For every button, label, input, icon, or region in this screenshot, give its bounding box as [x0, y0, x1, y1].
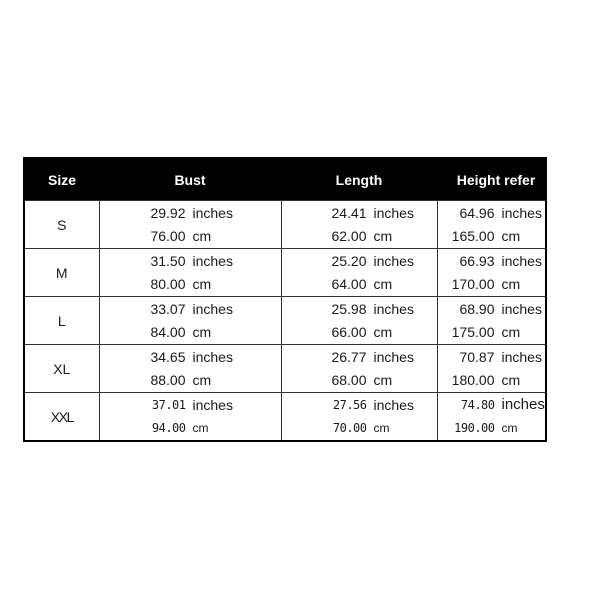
- size-label: L: [24, 297, 99, 345]
- size-label: S: [24, 201, 99, 249]
- table-row: [24, 345, 546, 393]
- cm-unit: cm: [373, 324, 393, 341]
- bust-cm-value: 76.00: [150, 228, 186, 245]
- bust-inches-value: 31.50: [150, 252, 186, 269]
- inches-unit: inches: [192, 396, 233, 413]
- length-cell: [281, 393, 437, 442]
- height-inches-value: 68.90: [459, 300, 495, 317]
- length-inches-value: 27.56: [332, 397, 367, 412]
- cm-unit: cm: [192, 421, 209, 436]
- cm-unit: cm: [501, 421, 518, 436]
- height-cell: [437, 345, 546, 393]
- bust-cm-value: 84.00: [150, 324, 186, 341]
- bust-cell: [99, 345, 281, 393]
- height-cell: [437, 249, 546, 297]
- length-cell: [281, 249, 437, 297]
- length-inches-value: 25.98: [331, 300, 367, 317]
- inches-unit: inches: [192, 252, 233, 269]
- header-length: Length: [281, 158, 437, 201]
- table-row: [24, 297, 546, 345]
- table-row: [24, 249, 546, 297]
- length-cm-value: 62.00: [331, 228, 367, 245]
- bust-inches-value: 34.65: [150, 348, 186, 365]
- bust-inches-value: 29.92: [150, 204, 186, 221]
- length-cm-value: 68.00: [331, 372, 367, 389]
- height-inches-value: 70.87: [459, 348, 495, 365]
- cm-unit: cm: [192, 372, 212, 389]
- bust-cell: [99, 393, 281, 442]
- cm-unit: cm: [373, 421, 390, 436]
- bust-cell: [99, 249, 281, 297]
- table-row: [24, 393, 546, 442]
- length-inches-value: 25.20: [331, 252, 367, 269]
- cm-unit: cm: [501, 228, 521, 245]
- bust-cm-value: 88.00: [150, 372, 186, 389]
- inches-unit: inches: [501, 300, 542, 317]
- inches-unit: inches: [373, 300, 414, 317]
- length-cm-value: 66.00: [331, 324, 367, 341]
- inches-unit: inches: [192, 300, 233, 317]
- cm-unit: cm: [192, 228, 212, 245]
- height-cm-value: 190.00: [454, 421, 495, 436]
- bust-inches-value: 37.01: [151, 397, 186, 412]
- header-height: Height refer: [437, 158, 546, 201]
- header-bust: Bust: [99, 158, 281, 201]
- length-inches-value: 24.41: [331, 204, 367, 221]
- length-cell: [281, 201, 437, 249]
- length-cm-value: 70.00: [332, 421, 367, 436]
- height-inches-value: 74.80: [460, 397, 495, 412]
- inches-unit: inches: [501, 204, 542, 221]
- size-label: M: [24, 249, 99, 297]
- inches-unit: inches: [373, 348, 414, 365]
- height-cm-value: 180.00: [451, 372, 495, 389]
- cm-unit: cm: [501, 372, 521, 389]
- cm-unit: cm: [501, 276, 521, 293]
- length-inches-value: 26.77: [331, 348, 367, 365]
- inches-unit: inches: [501, 348, 542, 365]
- size-label: XXL: [24, 393, 99, 442]
- height-cm-value: 165.00: [451, 228, 495, 245]
- inches-unit: inches: [373, 204, 414, 221]
- height-cm-value: 175.00: [451, 324, 495, 341]
- table-row: [24, 201, 546, 249]
- height-cell: [437, 297, 546, 345]
- height-cm-value: 170.00: [451, 276, 495, 293]
- cm-unit: cm: [373, 228, 393, 245]
- cm-unit: cm: [373, 276, 393, 293]
- cm-unit: cm: [192, 324, 212, 341]
- size-label: XL: [24, 345, 99, 393]
- length-cell: [281, 297, 437, 345]
- height-inches-value: 66.93: [459, 252, 495, 269]
- bust-cell: [99, 297, 281, 345]
- bust-cm-value: 94.00: [151, 421, 186, 436]
- header-size: Size: [24, 158, 99, 201]
- height-cell: [437, 201, 546, 249]
- inches-unit: inches: [192, 204, 233, 221]
- size-chart-table: [23, 157, 547, 442]
- height-cell: [437, 393, 546, 442]
- inches-unit: inches: [501, 396, 545, 414]
- bust-inches-value: 33.07: [150, 300, 186, 317]
- length-cell: [281, 345, 437, 393]
- cm-unit: cm: [373, 372, 393, 389]
- height-inches-value: 64.96: [459, 204, 495, 221]
- cm-unit: cm: [501, 324, 521, 341]
- bust-cm-value: 80.00: [150, 276, 186, 293]
- header-row: [24, 158, 546, 201]
- bust-cell: [99, 201, 281, 249]
- inches-unit: inches: [192, 348, 233, 365]
- cm-unit: cm: [192, 276, 212, 293]
- inches-unit: inches: [373, 396, 414, 413]
- length-cm-value: 64.00: [331, 276, 367, 293]
- inches-unit: inches: [373, 252, 414, 269]
- inches-unit: inches: [501, 252, 542, 269]
